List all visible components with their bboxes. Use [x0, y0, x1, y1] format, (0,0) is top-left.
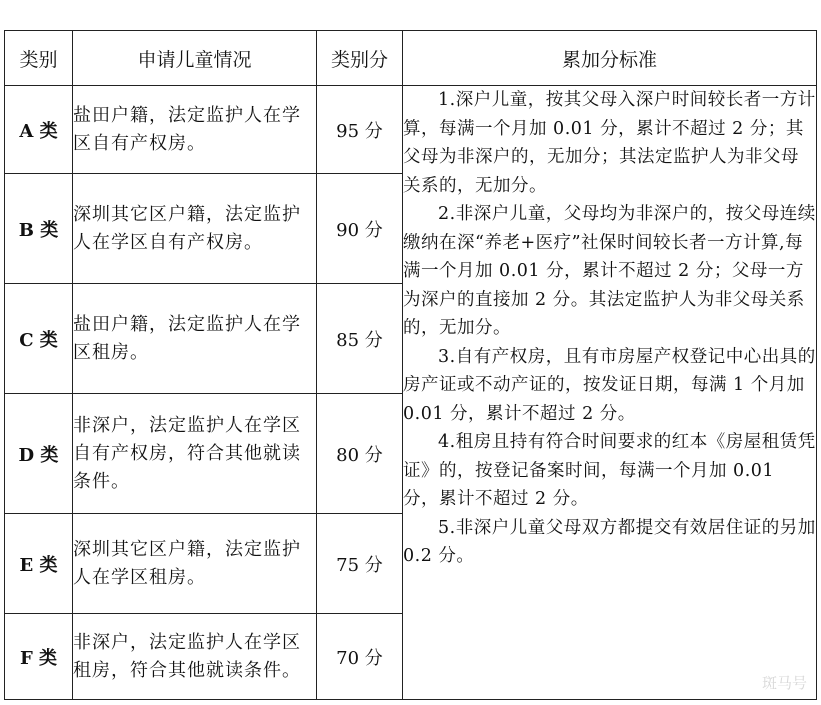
situation-cell: 非深户，法定监护人在学区租房，符合其他就读条件。	[73, 614, 317, 700]
category-cell: D 类	[5, 394, 73, 514]
category-cell: F 类	[5, 614, 73, 700]
standard-item: 5.非深户儿童父母双方都提交有效居住证的另加 0.2 分。	[403, 517, 816, 566]
watermark: 斑马号	[761, 674, 807, 692]
situation-cell: 非深户，法定监护人在学区自有产权房，符合其他就读条件。	[73, 394, 317, 514]
admission-points-table	[4, 30, 817, 700]
header-row	[5, 31, 817, 86]
table-row	[5, 86, 817, 174]
score-cell: 95 分	[317, 86, 403, 174]
header-situation: 申请儿童情况	[73, 31, 317, 86]
score-cell: 90 分	[317, 174, 403, 284]
situation-cell: 深圳其它区户籍，法定监护人在学区自有产权房。	[73, 174, 317, 284]
standard-item: 3.自有产权房，且有市房屋产权登记中心出具的房产证或不动产证的，按发证日期，每满 1 个月加 0.01 分，累计不超过 2 分。	[403, 346, 816, 424]
standard-item: 1.深户儿童，按其父母入深户时间较长者一方计算，每满一个月加 0.01 分，累计不超过 2 分；其父母为非深户的，无加分；其法定监护人为非父母关系的，无加分。	[403, 90, 816, 196]
header-standard: 累加分标准	[403, 31, 817, 86]
category-cell: A 类	[5, 86, 73, 174]
score-cell: 80 分	[317, 394, 403, 514]
standard-item: 2.非深户儿童，父母均为非深户的，按父母连续缴纳在深“养老+医疗”社保时间较长者一方计算,每满一个月加 0.01 分，累计不超过 2 分；父母一方为深户的直接加 2 分。其法定监护人为非父母关系的，无加分。	[403, 204, 816, 338]
standard-cell	[403, 86, 817, 700]
category-cell: B 类	[5, 174, 73, 284]
header-category: 类别	[5, 31, 73, 86]
standard-item: 4.租房且持有符合时间要求的红本《房屋租赁凭证》的，按登记备案时间，每满一个月加 0.01 分，累计不超过 2 分。	[403, 432, 816, 509]
score-cell: 85 分	[317, 284, 403, 394]
header-score: 类别分	[317, 31, 403, 86]
category-cell: E 类	[5, 514, 73, 614]
situation-cell: 深圳其它区户籍，法定监护人在学区租房。	[73, 514, 317, 614]
score-cell: 75 分	[317, 514, 403, 614]
category-cell: C 类	[5, 284, 73, 394]
score-cell: 70 分	[317, 614, 403, 700]
situation-cell: 盐田户籍，法定监护人在学区自有产权房。	[73, 86, 317, 174]
situation-cell: 盐田户籍，法定监护人在学区租房。	[73, 284, 317, 394]
